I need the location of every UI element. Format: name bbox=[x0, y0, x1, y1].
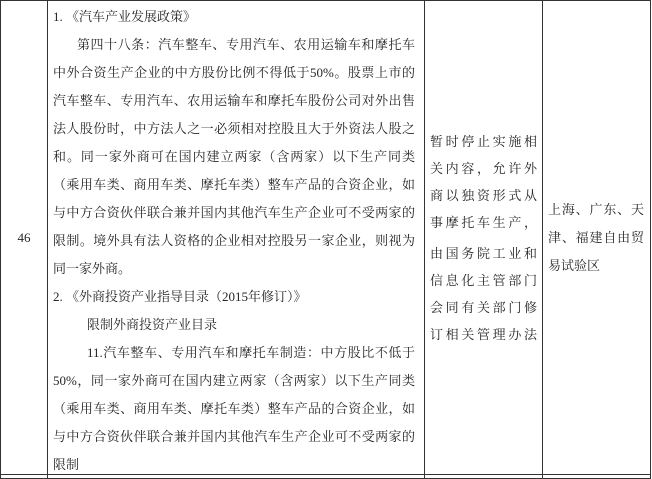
measure-text-line: 由国务院工业和 bbox=[430, 245, 537, 261]
policy-text-line: 限制外商投资产业目录 bbox=[87, 317, 218, 332]
next-row-cell-divider bbox=[48, 475, 425, 478]
measure-text-line: 关内容，允许外 bbox=[430, 160, 537, 176]
policy-text-line: 1. 《汽车产业发展政策》 bbox=[53, 9, 197, 24]
next-row-cell-divider bbox=[543, 475, 650, 478]
policy-text-line: 与中方合资伙伴联合兼并国内其他汽车生产企业可不受两家的 bbox=[53, 429, 415, 444]
next-row-top-edge bbox=[1, 475, 650, 478]
policy-text-line: 第四十八条：汽车整车、专用汽车、农用运输车和摩托车 bbox=[77, 37, 415, 52]
next-row-cell-divider bbox=[1, 475, 48, 478]
policy-text-line: 汽车整车、专用汽车、农用运输车和摩托车股份公司对外出售 bbox=[53, 93, 415, 108]
policy-text-line: 限制 bbox=[53, 457, 80, 472]
policy-text-line: （乘用车类、商用车类、摩托车类）整车产品的合资企业，如 bbox=[53, 401, 415, 416]
policy-text-line: 与中方合资伙伴联合兼并国内其他汽车生产企业可不受两家的 bbox=[53, 205, 415, 220]
cell-policy-text bbox=[48, 1, 425, 474]
measure-text-line: 暂时停止实施相 bbox=[430, 133, 537, 149]
measure-text-line: 信息化主管部门 bbox=[430, 272, 537, 288]
region-text-line: 上海、广东、天 bbox=[548, 201, 644, 217]
policy-text-line: 11.汽车整车、专用汽车和摩托车制造：中方股比不低于 bbox=[87, 345, 415, 360]
cell-region-text bbox=[543, 1, 650, 474]
measure-text-line: 会同有关部门修 bbox=[430, 299, 537, 315]
row-number: 46 bbox=[17, 229, 31, 245]
region-text-line: 津、福建自由贸 bbox=[548, 229, 644, 245]
measure-text-line: 订相关管理办法 bbox=[430, 326, 537, 342]
measure-paragraph-1 bbox=[430, 128, 537, 236]
region-text-line: 易试验区 bbox=[548, 257, 601, 273]
measure-text-line: 事摩托车生产， bbox=[430, 214, 537, 230]
measure-text-line: 商以独资形式从 bbox=[430, 187, 537, 203]
cell-measure-text bbox=[425, 1, 543, 474]
policy-text-line: （乘用车类、商用车类、摩托车类）整车产品的合资企业，如 bbox=[53, 177, 415, 192]
policy-text-line: 50%，同一家外商可在国内建立两家（含两家）以下生产同类 bbox=[53, 373, 415, 388]
policy-text-line: 限制。境外具有法人资格的企业相对控股另一家企业，则视为 bbox=[53, 233, 415, 248]
table-row-46 bbox=[1, 1, 650, 475]
policy-text-line: 2. 《外商投资产业指导目录（2015年修订）》 bbox=[53, 289, 307, 304]
policy-text-line: 和。同一家外商可在国内建立两家（含两家）以下生产同类 bbox=[53, 149, 415, 164]
policy-text-line: 法人股份时，中方法人之一必须相对控股且大于外资法人股之 bbox=[53, 121, 415, 136]
measure-paragraph-2 bbox=[430, 240, 537, 348]
next-row-cell-divider bbox=[425, 475, 543, 478]
cell-row-number bbox=[1, 1, 48, 474]
policy-text-line: 中外合资生产企业的中方股份比例不得低于50%。股票上市的 bbox=[53, 65, 415, 80]
policy-text-line: 同一家外商。 bbox=[53, 261, 132, 276]
